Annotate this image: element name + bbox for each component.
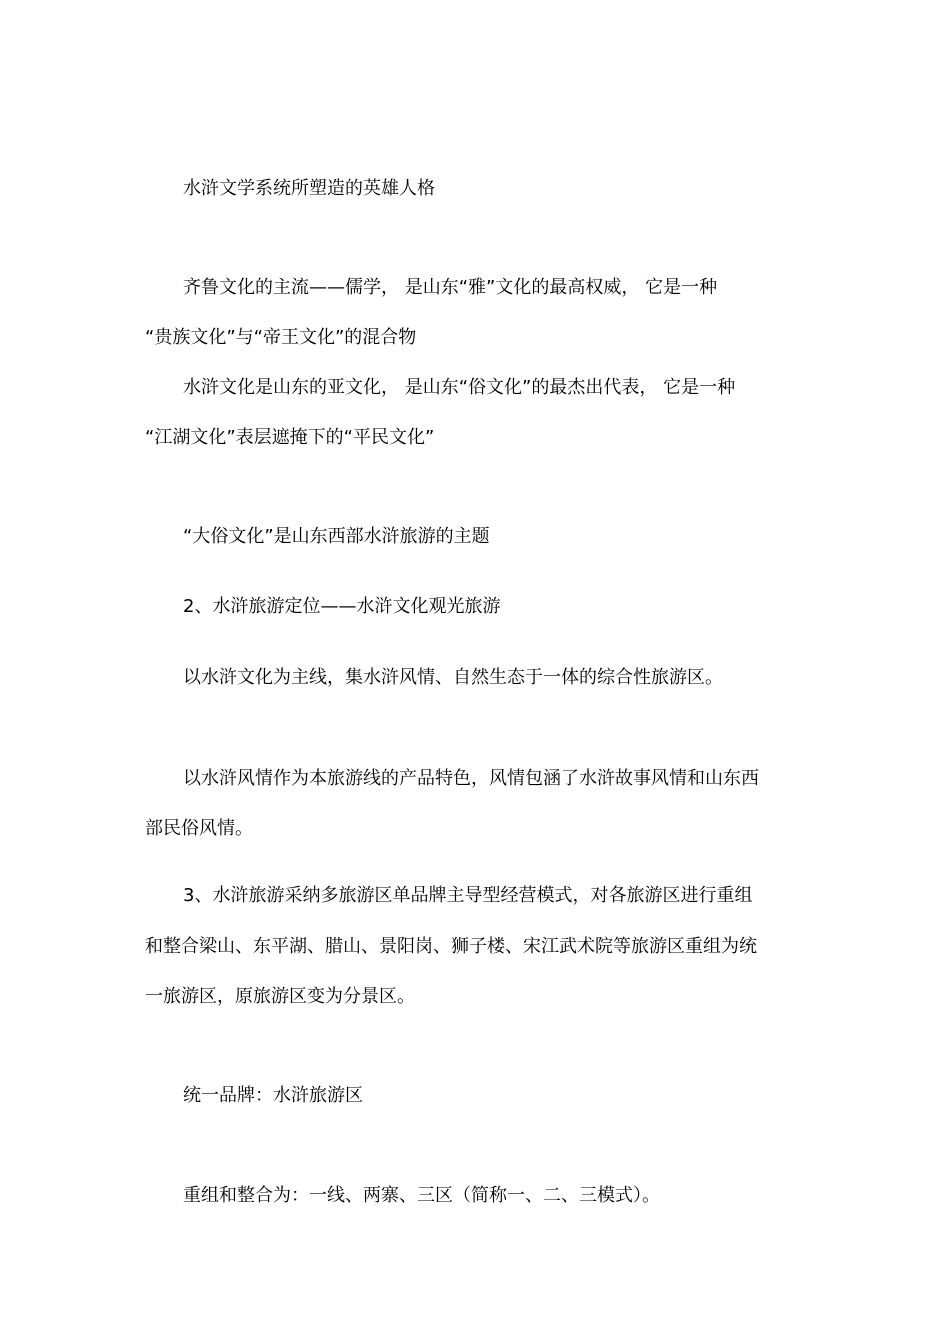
section3-para-line1: 3、水浒旅游采纳多旅游区单品牌主导型经营模式，对各旅游区进行重组	[183, 885, 753, 906]
feature-para-line2: 部民俗风情。	[145, 818, 253, 839]
para-shuihu-line1: 水浒文化是山东的亚文化， 是山东“俗文化”的最杰出代表， 它是一种	[183, 377, 736, 398]
section3-para-line2: 和整合梁山、东平湖、腊山、景阳岗、狮子楼、宋江武术院等旅游区重组为统	[145, 936, 757, 957]
restructure-line: 重组和整合为：一线、两寨、三区（简称一、二、三模式）。	[183, 1185, 660, 1206]
section2-text: 以水浒文化为主线，集水浒风情、自然生态于一体的综合性旅游区。	[183, 667, 723, 688]
section3-para-line3: 一旅游区，原旅游区变为分景区。	[145, 986, 415, 1007]
heading-hero: 水浒文学系统所塑造的英雄人格	[183, 178, 435, 199]
section2-title: 2、水浒旅游定位——水浒文化观光旅游	[183, 596, 501, 617]
theme-line: “大俗文化”是山东西部水浒旅游的主题	[183, 526, 490, 547]
feature-para-line1: 以水浒风情作为本旅游线的产品特色，风情包涵了水浒故事风情和山东西	[183, 768, 759, 789]
brand-line: 统一品牌：水浒旅游区	[183, 1085, 363, 1106]
para-ru-line1: 齐鲁文化的主流——儒学， 是山东“雅”文化的最高权威， 它是一种	[183, 277, 718, 298]
para-ru-line2: “贵族文化”与“帝王文化”的混合物	[145, 327, 417, 348]
para-shuihu-line2: “江湖文化”表层遮掩下的“平民文化”	[145, 427, 435, 448]
